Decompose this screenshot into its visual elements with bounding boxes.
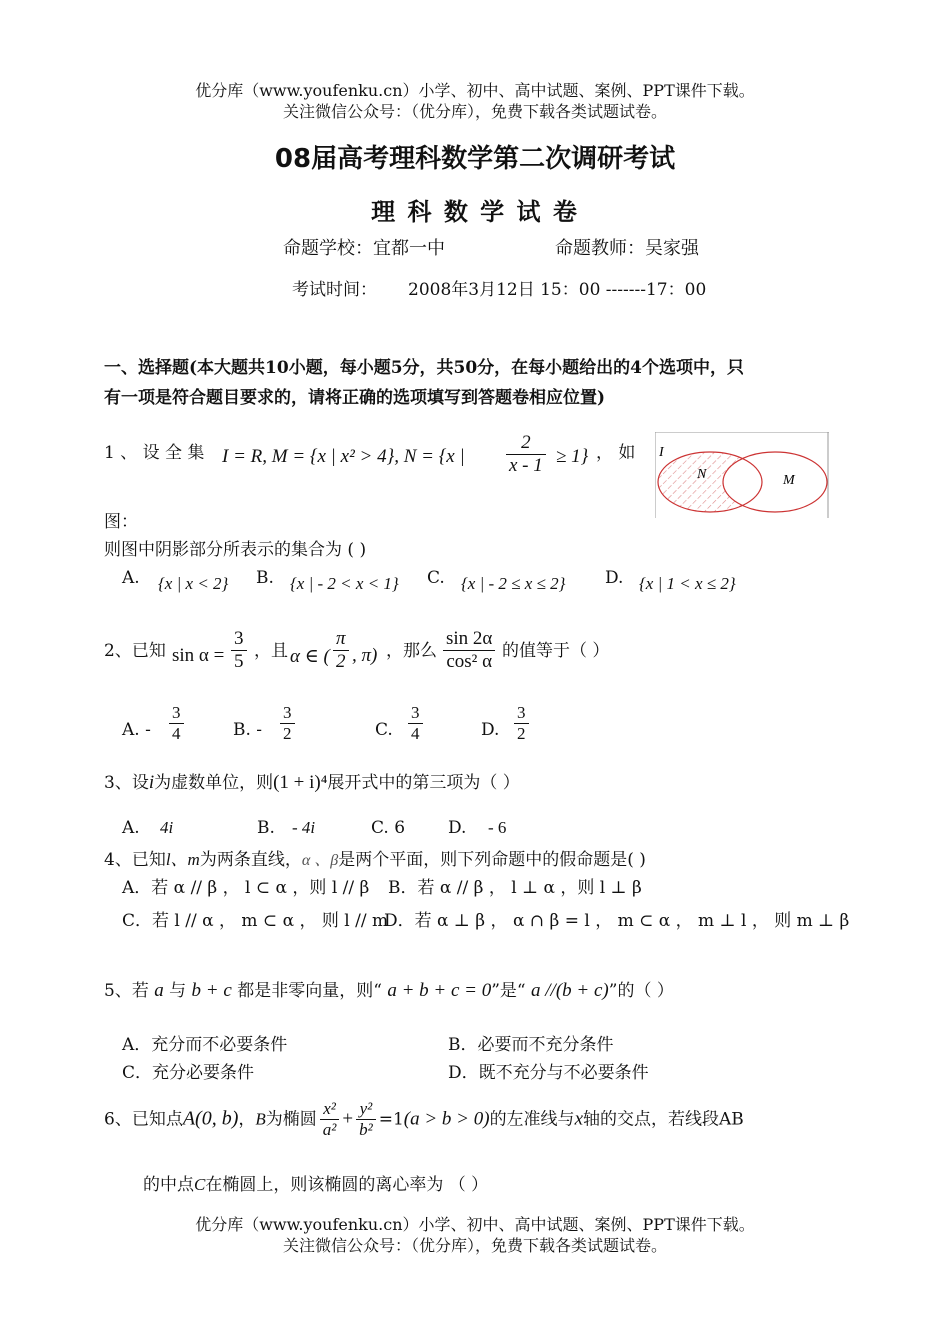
q1-option-d: D.	[605, 568, 624, 588]
q6-eq: =1	[378, 1109, 404, 1130]
q1-suffix: ， 如	[596, 443, 636, 463]
q6-text-c: 为椭圆	[265, 1109, 317, 1130]
q1-option-a: A.	[122, 568, 140, 588]
q2-expr-num: sin 2α	[443, 629, 495, 651]
q6-b: B	[255, 1109, 266, 1129]
q2-sin-frac	[228, 629, 250, 674]
q6-cond: (a > b > 0)	[403, 1108, 490, 1130]
q4-option-a: A．若 α // β ， l ⊂ α ，则 l // β	[122, 878, 370, 898]
page-subtitle: 理 科 数 学 试 卷	[371, 198, 579, 226]
q2-option-d-frac	[511, 704, 532, 744]
q6-plus: +	[342, 1108, 354, 1130]
q1-option-b-math: {x | - 2 < x < 1}	[290, 574, 399, 593]
q5-text-d: ”是“	[491, 981, 526, 1001]
q6-line1	[104, 1100, 744, 1140]
footer-line-2: 关注微信公众号：（优分库），免费下载各类试题试卷。	[282, 1236, 667, 1255]
q2-b-den: 2	[283, 723, 292, 743]
q5-option-a: A．充分而不必要条件	[122, 1035, 288, 1055]
header-line-2: 关注微信公众号：（优分库），免费下载各类试题试卷。	[282, 102, 667, 121]
q2-pi-frac	[330, 629, 352, 674]
q3-option-b: B.	[257, 818, 275, 838]
q1-option-a-math: {x | x < 2}	[158, 574, 229, 593]
q6-line2	[143, 1170, 488, 1195]
header-line-1: 优分库（www.youfenku.cn）小学、初中、高中试题、案例、PPT课件下载。	[195, 81, 755, 100]
q1-line2: 图：	[104, 512, 138, 532]
q2-a-num: 3	[169, 704, 184, 724]
q1-fraction	[503, 433, 549, 478]
q2-option-a-frac	[166, 704, 187, 744]
q2-tail: 的值等于（ ）	[502, 641, 610, 661]
q2-d-den: 2	[517, 723, 526, 743]
q6-text-d: 的左准线与	[489, 1109, 575, 1130]
q2-option-b-frac	[277, 704, 298, 744]
section1-line2: 有一项是符合题目要求的，请将正确的选项填写到答题卷相应位置)	[104, 388, 606, 408]
q5-e1: a + b + c = 0	[387, 980, 492, 1001]
venn-diagram	[655, 432, 829, 518]
q2-in-end: , π)	[352, 645, 378, 666]
q5-text-a: 5、若	[104, 981, 149, 1001]
q2-option-c-frac	[405, 704, 426, 744]
footer-line-1: 优分库（www.youfenku.cn）小学、初中、高中试题、案例、PPT课件下载。	[195, 1215, 755, 1234]
q5-text-e: ”的（ ）	[608, 981, 674, 1001]
q4-ab: α 、β	[301, 852, 339, 869]
q5-option-d: D．既不充分与不必要条件	[448, 1063, 649, 1083]
q2-option-b: B. -	[233, 720, 263, 740]
q4-option-d: D．若 α ⊥ β ， α ∩ β = l ， m ⊂ α ， m ⊥ l ， 则 m ⊥ β	[384, 911, 850, 931]
q2-pi-den: 2	[336, 650, 346, 672]
q5-option-c: C．充分必要条件	[122, 1063, 255, 1083]
q2-option-d: D.	[481, 720, 500, 740]
q6-line2-b: 在椭圆上，则该椭圆的离心率为 （ ）	[205, 1175, 489, 1195]
q6-text-a: 6、已知点	[104, 1109, 183, 1130]
q2-d-num: 3	[514, 704, 529, 724]
meta-teacher: 命题教师：吴家强	[555, 238, 699, 259]
q6-text-e: 轴的交点，若线段AB	[583, 1109, 744, 1130]
q4-text-b: 为两条直线，	[199, 850, 302, 870]
q2-expr-den: cos² α	[446, 650, 493, 672]
q3-i: i	[148, 772, 155, 793]
q5-option-b: B．必要而不充分条件	[448, 1035, 614, 1055]
q1-prefix: 1 、 设 全 集	[104, 443, 205, 463]
q5-text-c: 都是非零向量，则“	[237, 981, 382, 1001]
q1-frac-den: x - 1	[509, 454, 543, 476]
q5-text-b: 与	[169, 981, 187, 1001]
q6-x-num: x²	[320, 1100, 340, 1120]
q1-option-c-math: {x | - 2 ≤ x ≤ 2}	[461, 574, 566, 593]
q3-option-b-val: - 4i	[292, 818, 316, 837]
q2-a-den: 4	[172, 723, 181, 743]
q3-text-a: 3、设	[104, 773, 149, 793]
q2-prefix: 2、已知	[104, 641, 166, 661]
q1-option-d-math: {x | 1 < x ≤ 2}	[639, 574, 736, 593]
q2-sin-num: 3	[231, 629, 247, 651]
q2-c-num: 3	[408, 704, 423, 724]
q1-set-end: ≥ 1}	[556, 446, 589, 467]
section1-line1: 一、选择题(本大题共10小题，每小题5分，共50分，在每小题给出的4个选项中，只	[104, 358, 745, 378]
q2-sin-den: 5	[234, 650, 244, 672]
q5-e2: a //(b + c)	[531, 980, 609, 1001]
q1-option-b: B.	[256, 568, 274, 588]
q4-text	[104, 845, 646, 870]
venn-label-m: M	[783, 473, 795, 488]
q2-option-a: A. -	[122, 720, 151, 740]
q1-frac-num: 2	[506, 433, 546, 455]
q6-frac-y	[356, 1100, 376, 1140]
q3-text	[104, 768, 520, 794]
q1-option-c: C.	[427, 568, 445, 588]
q1-set-expr: I = R, M = {x | x² > 4}, N = {x |	[222, 446, 465, 467]
q4-text-a: 4、已知	[104, 850, 166, 870]
venn-label-n: N	[697, 467, 707, 482]
venn-svg	[655, 432, 829, 518]
q3-option-d: D.	[448, 818, 467, 838]
q3-expr: (1 + i)⁴	[273, 772, 328, 793]
q2-then: ，那么	[386, 641, 437, 661]
q1-line3: 则图中阴影部分所表示的集合为 ( )	[104, 540, 367, 560]
q4-text-c: 是两个平面，则下列命题中的假命题是( )	[338, 850, 646, 870]
venn-label-i: I	[659, 445, 664, 460]
q3-option-a: A.	[122, 818, 140, 838]
q5-bc: b + c	[191, 980, 232, 1001]
q3-option-a-val: 4i	[160, 818, 174, 837]
q6-x: x	[574, 1108, 583, 1130]
q2-b-num: 3	[280, 704, 295, 724]
q6-x-den: a²	[322, 1119, 337, 1139]
q2-c-den: 4	[411, 723, 420, 743]
q6-line2-a: 的中点	[143, 1175, 194, 1195]
q2-pi-num: π	[333, 629, 349, 651]
page-title: 08届高考理科数学第二次调研考试	[274, 144, 676, 174]
q6-frac-x	[320, 1100, 340, 1140]
meta-school: 命题学校：宜都一中	[283, 238, 445, 259]
q6-point-a: A(0, b)	[182, 1107, 239, 1130]
q4-lm: l、m	[165, 850, 200, 869]
q6-y-den: b²	[359, 1119, 373, 1139]
meta-time-label: 考试时间：	[292, 280, 377, 300]
q3-text-c: 展开式中的第三项为（ ）	[327, 773, 520, 793]
q5-a: a	[154, 980, 164, 1001]
meta-time-value: 2008年3月12日 15：00 -------17：00	[408, 280, 707, 300]
q4-option-c: C．若 l // α ， m ⊂ α ， 则 l // m	[122, 911, 389, 931]
q2-sin-lhs: sin α =	[172, 645, 225, 666]
q3-text-b: 为虚数单位，则	[154, 773, 274, 793]
q6-c: C	[194, 1175, 206, 1194]
q5-text	[104, 976, 674, 1002]
q2-mid: ，且	[254, 641, 288, 661]
q6-text-b: ，	[238, 1109, 256, 1130]
q3-option-c: C. 6	[371, 818, 406, 838]
q2-expr-frac	[440, 629, 498, 674]
q3-option-d-val: - 6	[488, 818, 507, 837]
q6-y-num: y²	[356, 1100, 376, 1120]
q2-in-expr: α ∈ (	[290, 646, 330, 667]
q4-option-b: B．若 α // β ， l ⊥ α ，则 l ⊥ β	[388, 878, 642, 898]
q2-option-c: C.	[375, 720, 393, 740]
